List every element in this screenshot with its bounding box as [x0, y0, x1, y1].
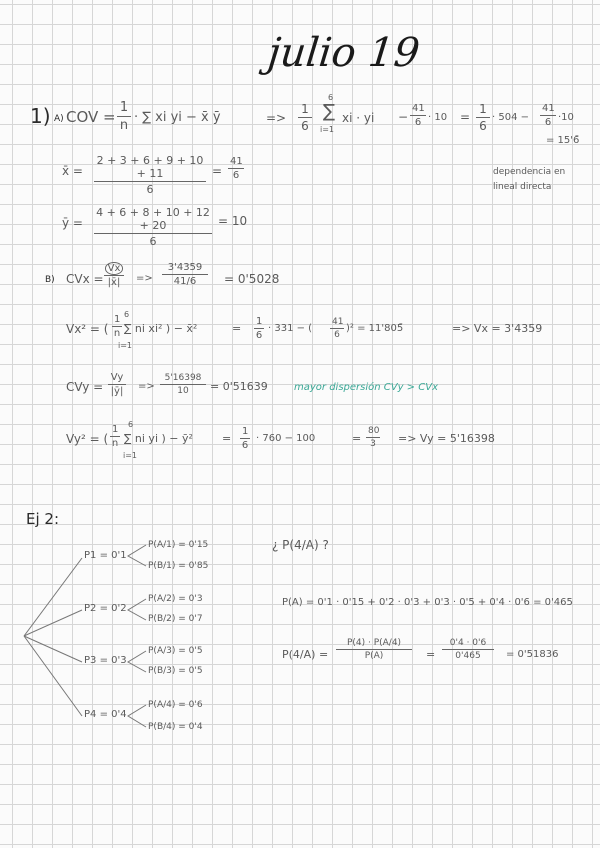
vx-middle: · 331 − ( [268, 323, 313, 334]
branch-1-prob: P1 = 0'1 [84, 550, 127, 561]
p4a-equals: = [426, 648, 436, 661]
vx-f2-num: 41 [332, 317, 344, 327]
vx-frac-num: 1 [114, 314, 121, 325]
vx-f-num: 1 [256, 316, 263, 327]
cvy-lhs: CVy = [66, 380, 104, 394]
vx-frac-den: n [113, 328, 121, 339]
note-line-1: dependencia en [493, 167, 566, 177]
vy-middle: · 760 − 100 [256, 433, 316, 444]
cvy-numerator: Vy [110, 372, 124, 383]
xbar-res-den: 6 [232, 170, 240, 181]
vx-sum-top: 6 [124, 310, 130, 319]
sum-bottom-index: i=1 [320, 125, 335, 134]
cov-sum-terms: xi · yi [342, 111, 375, 125]
cvy-arrow: => [138, 381, 155, 392]
vy-f-den: 6 [241, 440, 249, 451]
question: ¿ P(4/A) ? [272, 538, 329, 552]
vx-f2-den: 6 [334, 330, 340, 340]
cvy-value: = 0'51639 [210, 380, 268, 393]
vy-sum-expression: ∑ ni yi ) − ȳ² [124, 432, 193, 445]
sigma-symbol: ∑ [323, 101, 336, 122]
branch-4-prob: P4 = 0'4 [84, 709, 127, 720]
exercise-1-label: 1) [30, 104, 51, 128]
vx-f-den: 6 [255, 330, 263, 341]
branch-4-b: P(B/4) = 0'4 [148, 722, 203, 732]
cvx-arrow: => [136, 273, 153, 284]
vx-result: => Vx = 3'4359 [452, 322, 543, 335]
branch-3-prob: P3 = 0'3 [84, 655, 127, 666]
part-b-label: B) [45, 275, 55, 285]
cvx-res-num: 3'4359 [167, 262, 203, 273]
cov-equals: = [460, 110, 471, 124]
branch-2-a: P(A/2) = 0'3 [148, 594, 203, 604]
vy-frac-den: n [111, 438, 119, 449]
frac41b-num: 41 [542, 103, 555, 114]
cov-arrow: => [266, 111, 287, 125]
cvy-note: mayor dispersión CVy > CVx [294, 382, 438, 393]
xbar-res-num: 41 [230, 156, 243, 167]
note-line-2: lineal directa [493, 182, 552, 192]
exercise-2-label: Ej 2: [26, 510, 60, 528]
cvy-denominator: |ȳ| [110, 386, 124, 397]
branch-3-a: P(A/3) = 0'5 [148, 646, 203, 656]
vx-sum-bottom: i=1 [118, 341, 133, 350]
p4a-denominator-2: 0'465 [455, 651, 481, 661]
cvx-value: = 0'5028 [224, 272, 280, 286]
vx-lhs: Vx² = ( [66, 322, 109, 336]
cov-frac1-den: n [119, 118, 129, 133]
part-a-label: A) [54, 114, 64, 124]
vy-sum-top: 6 [128, 420, 134, 429]
vy-equals-2: = [352, 432, 362, 445]
branch-4-a: P(A/4) = 0'6 [148, 700, 203, 710]
branch-1-a: P(A/1) = 0'15 [148, 540, 209, 550]
cov-lhs: COV = [66, 108, 116, 126]
xbar-equals: = [212, 164, 223, 178]
vy-lhs: Vy² = ( [66, 432, 109, 446]
cov-frac3-den: 6 [479, 119, 487, 133]
frac41-num: 41 [412, 103, 425, 114]
p4a-lhs: P(4/A) = [282, 648, 329, 661]
cvx-numerator: Vx [105, 262, 124, 275]
vx-tail: )² = 11'805̄ [346, 323, 404, 334]
times-10: · 10 [428, 112, 448, 123]
cov-frac1-num: 1 [119, 100, 129, 115]
vy-equals: = [222, 432, 232, 445]
p4a-numerator-2: 0'4 · 0'6 [449, 638, 487, 648]
p4a-fraction-2 [442, 638, 494, 661]
vy-f-num: 1 [242, 426, 249, 437]
p4a-result: = 0'51836 [506, 649, 559, 660]
cov-frac2-num: 1 [301, 102, 309, 116]
p4a-denominator: P(A) [364, 651, 384, 661]
ybar-lhs: ȳ = [62, 216, 83, 230]
vy-sum-bottom: i=1 [123, 451, 138, 460]
vx-equals: = [232, 322, 242, 335]
vy-f2-num: 80 [368, 426, 380, 436]
vx-sum-expression: ∑ ni xi² ) − x̄² [124, 322, 198, 335]
cvx-lhs: CVx = [66, 272, 104, 286]
ybar-result: = 10 [218, 214, 248, 228]
ybar-numerator: 4 + 6 + 8 + 10 + 12 + 20 [96, 206, 210, 232]
xbar-lhs: x̄ = [62, 164, 83, 178]
ybar-denominator: 6 [149, 235, 157, 248]
frac41-den: 6 [414, 117, 422, 128]
times-504: · 504 − [492, 112, 530, 123]
cov-frac3-num: 1 [479, 102, 487, 116]
vy-result: => Vy = 5'16398 [398, 432, 495, 445]
vy-f2-den: 3 [370, 439, 376, 449]
cov-minus: − [398, 110, 409, 124]
xbar-denominator: 6 [146, 183, 154, 196]
frac41b-den: 6 [544, 117, 552, 128]
pa-calculation: P(A) = 0'1 · 0'15 + 0'2 · 0'3 + 0'3 · 0'5 + 0'4 · 0'6 = 0'465 [282, 597, 573, 608]
page-title: julio 19 [265, 30, 422, 76]
branch-2-prob: P2 = 0'2 [84, 603, 127, 614]
times-10b: ·10 [558, 112, 574, 123]
branch-1-b: P(B/1) = 0'85 [148, 561, 209, 571]
xbar-numerator: 2 + 3 + 6 + 9 + 10 + 11 [96, 154, 204, 180]
cov-frac2-den: 6 [301, 119, 309, 133]
cvx-denominator: |x̄| [107, 277, 121, 288]
cov-sum-expression: · ∑ xi yi − x̄ ȳ [134, 110, 221, 125]
p4a-numerator: P(4) · P(A/4) [346, 638, 402, 648]
p4a-fraction [336, 638, 412, 661]
cvy-res-den: 10 [177, 386, 189, 396]
branch-3-b: P(B/3) = 0'5 [148, 666, 203, 676]
sum-top-index: 6 [328, 93, 334, 102]
cov-result: = 15'6̄ [546, 135, 580, 146]
vy-frac-num: 1 [112, 424, 119, 435]
cvx-res-den: 41/6 [173, 276, 197, 287]
branch-2-b: P(B/2) = 0'7 [148, 614, 203, 624]
cvy-res-num: 5'16398 [164, 373, 202, 383]
